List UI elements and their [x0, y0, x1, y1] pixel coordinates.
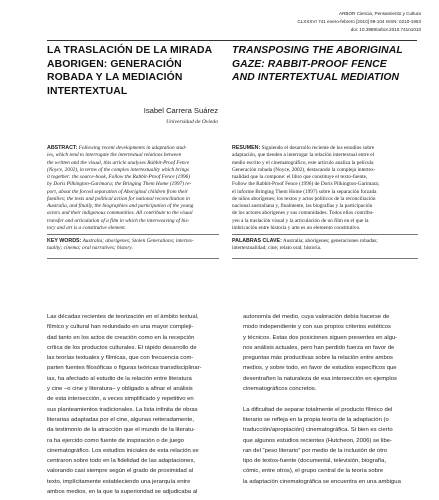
body-line: fílmico y cultural han redundado en una mayor compleji- — [47, 324, 194, 331]
title-es-line: ROBADA Y LA MEDIACIÓN — [47, 72, 183, 83]
body-line: parten fuentes filosóficas o figuras teóricas transdisciplinar- — [47, 365, 202, 372]
body-column-right — [243, 312, 418, 487]
resumen-line: tualidad que la compone: el libro que constituye el texto-fuente, — [232, 174, 368, 180]
author-affiliation: Universidad de Oviedo — [166, 119, 218, 125]
resumen-label: RESUMEN: — [232, 145, 261, 151]
resumen-line: RESUMEN: Siguiendo el desarrollo reciente de los estudios sobre — [232, 145, 375, 151]
keywords-label: KEY WORDS: — [47, 238, 82, 244]
body-line: texto, implícitamente estableciendo una jerarquía entre — [47, 478, 191, 485]
body-line: traducción/apropiación) cinematográfica. Si bien es cierto — [243, 427, 393, 434]
body-line: las teorías textuales y fílmicas, que con frecuencia com- — [47, 355, 194, 362]
body-line: preguntas más productivas sobre la relación entre ambos — [243, 355, 393, 362]
body-line: dad tanto en los actos de creación como en la recepción — [47, 334, 195, 341]
resumen-line: yen a la traslación visual y la articulación de un film en el que la — [232, 217, 369, 224]
keywords-line: KEY WORDS: Australia; aborigenes; Stolen Generations; intertex- — [47, 238, 194, 244]
abstract-line: actors and their indigenous communities. All contribute to the visual — [47, 210, 193, 217]
journal-doi: doi: 10.3989/arbor.2010.741n1010 — [350, 27, 421, 32]
keywords-line: tuality; cinema; oral narratives; history. — [47, 245, 133, 252]
abstract-line: the written and the visual, this article analyses Rabbit-Proof Fence — [47, 159, 190, 166]
abstract-line: ABSTRACT: Following recent developments in adaptation stud- — [47, 145, 187, 151]
palabras-divider — [232, 258, 418, 259]
body-line: ran del “peso literario” por medio de la inclusión de otro — [243, 447, 388, 454]
body-line: literario se refleja en la propia teoría de la adaptación (o — [243, 416, 389, 423]
keywords-divider — [47, 258, 219, 259]
body-line: centraron sobre todo en la fidelidad de las adaptaciones, — [47, 458, 196, 465]
title-es-line: ABORIGEN: GENERACIÓN — [47, 58, 182, 70]
body-line: autonomía del medio, cuya valoración debía hacerse de — [243, 314, 390, 320]
body-line: medios, y sobre todo, en favor de estudios específicos que — [243, 365, 397, 372]
body-line: cómic, entre otros), el grupo central de la teoría sobre — [243, 468, 384, 475]
palabras-line: PALABRAS CLAVE: Australia; aborígenes; generaciones robadas; — [232, 238, 378, 244]
abstract-line: it together: the source-book, Follow the Rabbit-Proof Fence (1996) — [47, 174, 191, 180]
body-line: valorando casi siempre según el grado de proximidad al — [47, 468, 194, 475]
title-en-line: GAZE: RABBIT-PROOF FENCE — [232, 58, 387, 70]
abstract-line: Australia, and finally, the biographies and participation of the young — [47, 203, 194, 209]
resumen-line: de niños aborígenes; los textos y actos políticos de la reconciliación — [232, 195, 376, 202]
body-line: crítica de los productos culturales. El rápido desarrollo de — [47, 344, 197, 351]
body-line: La dificultad de separar totalmente el producto fílmico del — [243, 406, 393, 413]
abstract-line: transfer and articulation of a film in which the interweaving of his- — [47, 217, 190, 224]
resumen-divider — [232, 234, 418, 235]
body-line: y técnicos. Estas dos posiciones siguen presentes en algu- — [243, 334, 398, 341]
body-line: ambos medios, en la que la superioridad se adjudicaba al — [47, 489, 198, 496]
resumen-line: de los actores aborígenes y sus comunidades. Todos ellos contribu- — [232, 210, 374, 217]
top-divider — [47, 40, 417, 41]
body-line: desentrañen la naturaleza de esa intersección en ejemplos — [243, 375, 397, 382]
body-line: da testimonio de la atracción que el mundo de la literatu- — [47, 427, 196, 434]
resumen-line: Follow the Rabbit-Proof Fence (1996) de Doris Pilkington-Garimara; — [232, 181, 380, 188]
journal-issue: CLXXXVI 741 enero-febrero [2010] 99-104 ISSN: 0210-1963 — [297, 19, 421, 24]
body-line: tipo de textos-fuente (documental, televisión, biografía, — [243, 458, 387, 465]
abstract-line: ies, which tend to interrogate the intertextual relations between — [47, 152, 182, 159]
abstract — [47, 145, 219, 232]
resumen-line: imbricación entre historia y arte es un elemento constitutivo. — [232, 224, 361, 231]
body-line: modo independiente y con sus propios criterios estéticos — [243, 324, 392, 331]
abstract-divider — [47, 234, 219, 235]
body-line: y cine –o cine y literatura– y obligado a afinar el análisis — [47, 386, 193, 393]
abstract-line: port, about the forced separation of Aboriginal children from their — [47, 188, 188, 195]
resumen-line: Generación robada (Noyce, 2002), destacando la compleja intertex- — [232, 166, 376, 173]
resumen-line: el informe Bringing Them Home (1997) sobre la separación forzada — [232, 188, 377, 195]
body-line: sus planteamientos tradicionales. La lista infinita de obras — [47, 406, 198, 413]
body-line: ra ha ejercido como fuente de inspiración o de juego — [47, 437, 184, 444]
body-line: Las décadas recientes de teorización en el ámbito textual, — [47, 314, 199, 320]
keywords — [47, 238, 219, 253]
author-name: Isabel Carrera Suárez — [143, 106, 218, 115]
title-english — [232, 44, 417, 85]
palabras-clave — [232, 238, 418, 253]
body-line: de esta intersección, a veces simplificado y repetitivo en — [47, 396, 194, 403]
title-spanish — [47, 44, 227, 98]
abstract-line: by Doris Pilkington-Garimara; the Bringing Them Home (1997) re- — [47, 181, 192, 188]
resumen-line: medio escrito y el cinematográfico, este artículo analiza la película — [232, 159, 374, 166]
title-en-line: TRANSPOSING THE ABORIGINAL — [232, 45, 403, 56]
abstract-line: families; the texts and political action for national reconciliation in — [47, 195, 190, 202]
resumen-line: adaptación, que tienden a interrogar la relación intertextual entre el — [232, 152, 375, 159]
abstract-line: tory and art is a constitutive element. — [47, 224, 126, 231]
journal-name: ARBOR Ciencia, Pensamiento y Cultura — [339, 11, 421, 16]
title-en-line: AND INTERTEXTUAL MEDIATION — [232, 72, 400, 83]
title-es-line: LA TRASLACIÓN DE LA MIRADA — [47, 45, 213, 56]
body-line: literarias adaptadas por el cine, algunas reiteradamente, — [47, 416, 195, 423]
palabras-label: PALABRAS CLAVE: — [232, 238, 282, 244]
palabras-line: intertextualidad; cine; relato oral; historia. — [232, 245, 322, 252]
body-line: que algunos estudios recientes (Hutcheon, 2006) se libe- — [243, 437, 392, 444]
body-line: cinematográficos concretos. — [243, 386, 317, 393]
body-line: nos análisis actuales, pero han perdido fuerza en favor de — [243, 344, 395, 351]
paragraph-gap — [243, 394, 418, 404]
resumen-line: nacional australiana y, finalmente, las biografías y la participación — [232, 203, 373, 209]
journal-header — [211, 10, 421, 34]
body-line: cinematográfico. Los estudios iniciales de esta relación se — [47, 447, 199, 454]
abstract-label: ABSTRACT: — [47, 145, 78, 151]
body-line: la adaptación cinematográfica se encuentra en una ambigua — [243, 478, 401, 485]
title-es-line: INTERTEXTUAL — [47, 85, 128, 97]
abstract-line: (Noyce, 2002), in terms of the complex intertextuality which brings — [47, 166, 189, 173]
body-line: ias, ha afectado al estudio de la relación entre literatura — [47, 375, 192, 382]
body-column-left — [47, 312, 222, 497]
resumen — [232, 145, 418, 232]
